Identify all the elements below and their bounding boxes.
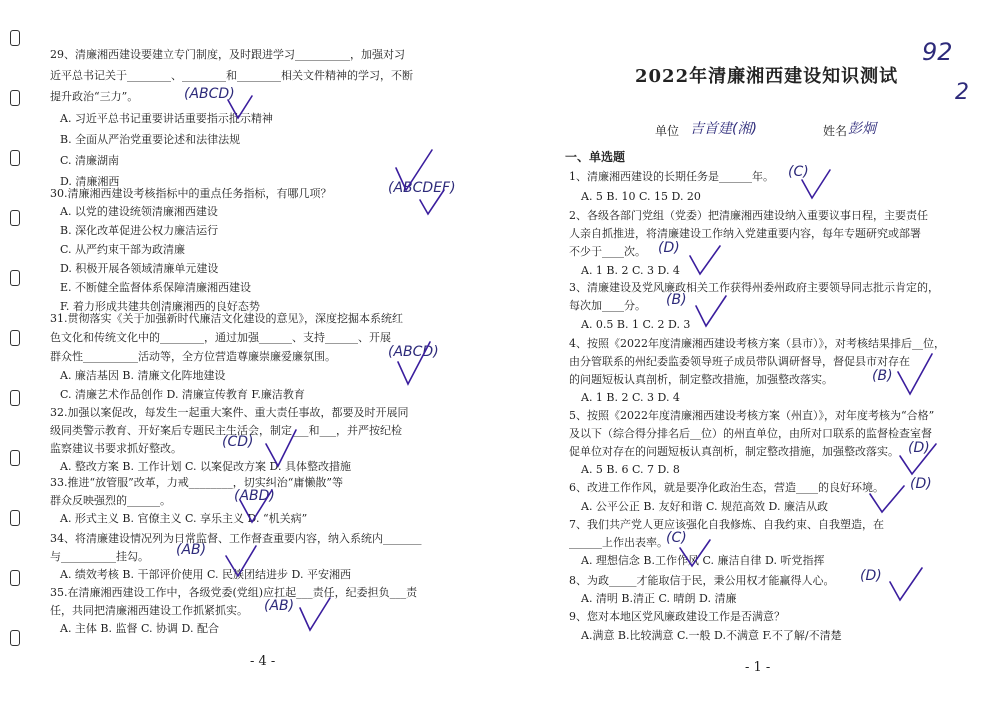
q31-line2: 色文化和传统文化中的________，通过加强______、支持______、开展	[50, 331, 391, 344]
r3-line2: 每次加____分。	[569, 299, 646, 312]
q32-line2: 级同类警示教育、开好案后专题民主生活会，制定___和___，并严按纪检	[50, 424, 402, 437]
answer-q34: (AB)	[176, 542, 207, 558]
r5-line2: 及以下（综合得分排名后__位）的州直单位，由所对口联系的监督检查室督	[569, 427, 932, 440]
right-page-number: - 1 -	[745, 660, 771, 675]
answer-r5: (D)	[908, 440, 930, 456]
answer-r3: (B)	[666, 292, 687, 308]
answer-r8: (D)	[860, 568, 882, 584]
q29-line1: 29、清廉湘西建设要建立专门制度，及时跟进学习__________，加强对习	[50, 48, 405, 61]
q33-line1: 33.推进“放管服”改革，力戒________，切实纠治“庸懒散”等	[50, 476, 343, 489]
score-note-handwriting: 2	[955, 80, 969, 105]
q33-line2: 群众反映强烈的______。	[50, 494, 171, 507]
r3-line1: 3、清廉建设及党风廉政相关工作获得州委州政府主要领导同志批示肯定的，	[569, 281, 939, 294]
unit-label: 单位	[655, 124, 680, 138]
r5-line3: 促单位对存在的问题短板认真剖析，制定整改措施，加强整改落实。	[569, 445, 899, 458]
q35-options: A. 主体 B. 监督 C. 协调 D. 配合	[60, 622, 219, 635]
q29-option-b: B. 全面从严治党重要论述和法律法规	[60, 133, 241, 146]
q34-line1: 34、将清廉建设情况列为日常监督、工作督查重要内容，纳入系统内_______	[50, 532, 422, 545]
q30-option-b: B. 深化改革促进公权力廉洁运行	[60, 224, 219, 237]
r5-options: A. 5 B. 6 C. 7 D. 8	[581, 463, 680, 476]
q30-option-e: E. 不断健全监督体系保障清廉湘西建设	[60, 281, 252, 294]
q34-options: A. 绩效考核 B. 干部评价使用 C. 民族团结进步 D. 平安湘西	[60, 568, 351, 581]
q31-options-ab: A. 廉洁基因 B. 清廉文化阵地建设	[60, 369, 226, 382]
q31-options-cdf: C. 清廉艺术作品创作 D. 清廉宣传教育 F.廉洁教育	[60, 388, 305, 401]
r8-options: A. 清明 B.清正 C. 晴朗 D. 清廉	[581, 592, 737, 605]
name-handwriting: 彭炯	[848, 121, 876, 137]
q32-line3: 监察建议书要求抓好整改。	[50, 442, 182, 455]
name-label: 姓名	[823, 124, 848, 138]
score-handwriting: 92	[922, 38, 953, 66]
r2-line1: 2、各级各部门党组（党委）把清廉湘西建设纳入重要议事日程，主要责任	[569, 209, 928, 222]
q29-option-a: A. 习近平总书记重要讲话重要指示批示精神	[60, 112, 273, 125]
q32-options: A. 整改方案 B. 工作计划 C. 以案促改方案 D. 具体整改措施	[60, 460, 351, 473]
answer-q29: (ABCD)	[184, 86, 235, 102]
r1-options: A. 5 B. 10 C. 15 D. 20	[581, 190, 701, 203]
r4-options: A. 1 B. 2 C. 3 D. 4	[581, 391, 680, 404]
answer-r7: (C)	[666, 530, 687, 546]
answer-q35: (AB)	[264, 598, 295, 614]
r5-line1: 5、按照《2022年度清廉湘西建设考核方案（州直）》，对年度考核为“合格”	[569, 409, 935, 422]
q29-line3: 提升政治“三力”。	[50, 90, 139, 103]
answer-r2: (D)	[658, 240, 680, 256]
r6-question: 6、改进工作作风，就是要净化政治生态，营造____的良好环境。	[569, 481, 884, 494]
r9-question: 9、您对本地区党风廉政建设工作是否满意？	[569, 610, 785, 623]
q33-options: A. 形式主义 B. 官僚主义 C. 享乐主义 D. “机关病”	[60, 512, 308, 525]
r4-line2: 由分管联系的州纪委监委领导班子成员带队调研督导，督促县市对存在	[569, 355, 910, 368]
answer-q32: (CD)	[222, 434, 254, 450]
answer-r1: (C)	[788, 164, 809, 180]
answer-r4: (B)	[872, 368, 893, 384]
q31-line3: 群众性__________活动等，全方位营造尊廉崇廉爱廉氛围。	[50, 350, 336, 363]
q35-line1: 35.在清廉湘西建设工作中，各级党委(党组)应扛起___责任，纪委担负___责	[50, 586, 418, 599]
r1-question: 1、清廉湘西建设的长期任务是______年。	[569, 170, 774, 183]
unit-handwriting: 吉首建(湘)	[690, 121, 757, 137]
r9-options: A.满意 B.比较满意 C.一般 D.不满意 F.不了解/不清楚	[581, 629, 842, 642]
answer-q31: (ABCD)	[388, 344, 439, 360]
r6-options: A. 公平公正 B. 友好和谐 C. 规范高效 D. 廉洁从政	[581, 500, 828, 513]
r3-options: A. 0.5 B. 1 C. 2 D. 3	[581, 318, 691, 331]
r4-line3: 的问题短板认真剖析，制定整改措施，加强整改落实。	[569, 373, 833, 386]
section-heading: 一、单选题	[565, 150, 626, 164]
r4-line1: 4、按照《2022年度清廉湘西建设考核方案（县市）》，对考核结果排后__位，	[569, 337, 945, 350]
answer-q30: (ABCDEF)	[388, 180, 456, 196]
answer-r6: (D)	[910, 476, 932, 492]
left-page-number: - 4 -	[250, 654, 276, 669]
q34-line2: 与__________挂勾。	[50, 550, 149, 563]
binder-hole-marks	[10, 30, 22, 670]
q30-option-c: C. 从严约束干部为政清廉	[60, 243, 186, 256]
q35-line2: 任，共同把清廉湘西建设工作抓紧抓实。	[50, 604, 248, 617]
q30-option-f: F. 着力形成共建共创清廉湘西的良好态势	[60, 300, 260, 313]
q32-line1: 32.加强以案促改，每发生一起重大案件、重大责任事故，都要及时开展同	[50, 406, 409, 419]
test-title: 2022年清廉湘西建设知识测试	[635, 66, 899, 87]
r2-line2: 人亲自抓推进，将清廉建设工作纳入党建重要内容，每年专题研究或部署	[569, 227, 921, 240]
r7-line2: ______上作出表率。	[569, 536, 668, 549]
q30-question: 30.清廉湘西建设考核指标中的重点任务指标，有哪几项？	[50, 187, 332, 200]
r2-line3: 不少于____次。	[569, 245, 646, 258]
q29-line2: 近平总书记关于________、________和________相关文件精神的学习，不断	[50, 69, 413, 82]
answer-q33: (ABD)	[234, 488, 275, 504]
r8-question: 8、为政_____才能取信于民，秉公用权才能赢得人心。	[569, 574, 835, 587]
right-page	[555, 0, 975, 707]
r2-options: A. 1 B. 2 C. 3 D. 4	[581, 264, 680, 277]
q29-option-c: C. 清廉湖南	[60, 154, 120, 167]
q31-line1: 31.贯彻落实《关于加强新时代廉洁文化建设的意见》，深度挖掘本系统红	[50, 312, 403, 325]
r7-line1: 7、我们共产党人更应该强化自我修炼、自我约束、自我塑造，在	[569, 518, 884, 531]
q30-option-d: D. 积极开展各领域清廉单元建设	[60, 262, 219, 275]
r7-options: A. 理想信念 B.工作作风 C. 廉洁自律 D. 听党指挥	[581, 554, 825, 567]
q30-option-a: A. 以党的建设统领清廉湘西建设	[60, 205, 218, 218]
q29-option-d: D. 清廉湘西	[60, 175, 120, 188]
